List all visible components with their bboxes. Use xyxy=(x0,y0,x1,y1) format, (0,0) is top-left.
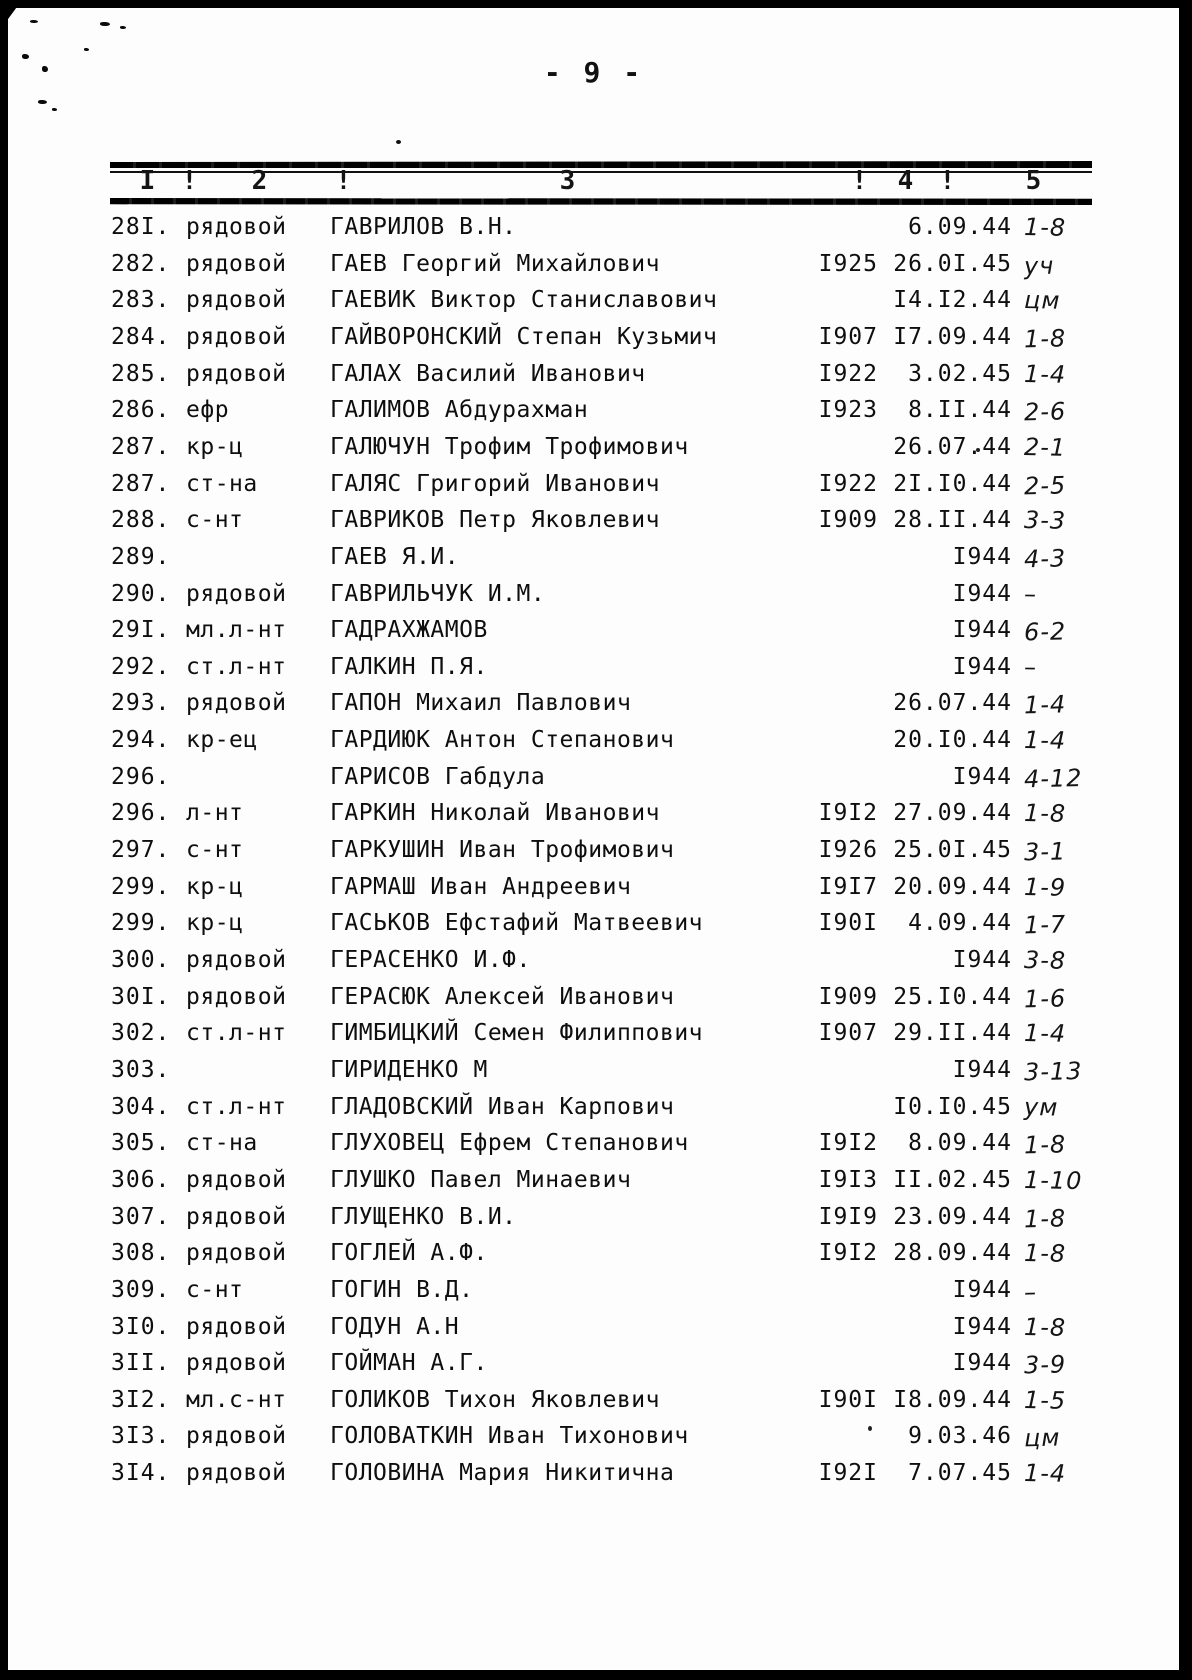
row-number: 299. xyxy=(111,873,171,900)
birth-year-cell: I907 xyxy=(818,1020,878,1047)
name-cell: ГОДУН А.Н xyxy=(330,1313,460,1340)
rank-cell: рядовой xyxy=(186,1313,287,1340)
rank-cell: мл.л-нт xyxy=(186,617,287,644)
birth-year-cell: I926 xyxy=(818,837,878,864)
rank-cell: рядовой xyxy=(186,1203,287,1230)
table-row xyxy=(8,324,1179,358)
rank-cell: рядовой xyxy=(186,323,287,350)
row-number: 288. xyxy=(111,507,171,534)
date-cell: I944 xyxy=(952,543,1012,570)
rank-cell: ст.л-нт xyxy=(186,1093,287,1120)
date-cell: I944 xyxy=(952,947,1012,973)
handwritten-note: 1-6 xyxy=(1023,983,1067,1014)
handwritten-note: 1-8 xyxy=(1023,1203,1067,1233)
name-cell: ГАРИСОВ Габдула xyxy=(330,763,546,790)
row-number: 285. xyxy=(111,360,171,387)
rank-cell: рядовой xyxy=(186,214,287,240)
table-row xyxy=(8,214,1179,248)
date-cell: I944 xyxy=(952,653,1012,680)
rank-cell: рядовой xyxy=(186,287,287,314)
handwritten-note: 4-12 xyxy=(1023,763,1083,794)
date-cell: 8.09.44 xyxy=(908,1130,1012,1157)
handwritten-note: 3-8 xyxy=(1023,946,1067,975)
table-row xyxy=(8,837,1179,871)
row-number: 306. xyxy=(111,1166,171,1193)
date-cell: I944 xyxy=(952,580,1012,607)
table-row xyxy=(8,361,1179,395)
rank-cell: рядовой xyxy=(186,580,287,607)
header-separator: ! xyxy=(939,166,957,196)
name-cell: ГОЙМАН А.Г. xyxy=(330,1350,488,1377)
rank-cell: ст-на xyxy=(186,1130,258,1157)
name-cell: ГАЕВ Я.И. xyxy=(330,543,460,570)
handwritten-note: 1-8 xyxy=(1023,213,1067,242)
birth-year-cell: I9I3 xyxy=(818,1166,878,1193)
birth-year-cell: I909 xyxy=(818,983,878,1010)
table-row xyxy=(8,874,1179,908)
page-number: - 9 - xyxy=(543,56,644,89)
document-page xyxy=(8,8,1179,1670)
handwritten-note: – xyxy=(1023,579,1038,608)
row-number: 292. xyxy=(111,653,171,680)
name-cell: ГАЛИМОВ Абдурахман xyxy=(330,397,589,424)
name-cell: ГАЙВОРОНСКИЙ Степан Кузьмич xyxy=(330,323,718,350)
name-cell: ГИМБИЦКИЙ Семен Филиппович xyxy=(330,1020,704,1047)
name-cell: ГАЛЯС Григорий Иванович xyxy=(330,470,660,497)
rank-cell: рядовой xyxy=(186,690,287,717)
row-number: 3II. xyxy=(111,1350,171,1377)
name-cell: ГЛУХОВЕЦ Ефрем Степанович xyxy=(330,1130,689,1157)
rank-cell: кр-ц xyxy=(186,910,244,937)
row-number: 304. xyxy=(111,1093,171,1120)
handwritten-note: – xyxy=(1023,652,1038,682)
rank-cell: рядовой xyxy=(186,1240,287,1267)
table-row xyxy=(8,800,1179,834)
table-row xyxy=(8,1387,1179,1421)
table-row xyxy=(8,1057,1179,1091)
name-cell: ГОЛОВИНА Мария Никитична xyxy=(330,1460,675,1487)
row-number: 29I. xyxy=(111,617,171,644)
row-number: 287. xyxy=(111,433,171,460)
scan-edge-shadow xyxy=(1186,8,1192,428)
rank-cell: ст-на xyxy=(186,470,258,497)
birth-year-cell: I90I xyxy=(818,1386,878,1413)
name-cell: ГЛАДОВСКИЙ Иван Карпович xyxy=(330,1093,675,1120)
handwritten-note: 1-8 xyxy=(1023,799,1067,829)
column-label-1: I xyxy=(139,166,157,196)
handwritten-note: 1-4 xyxy=(1023,726,1067,755)
date-cell: I944 xyxy=(952,763,1012,790)
birth-year-cell: I909 xyxy=(818,507,878,534)
row-number: 28I. xyxy=(111,214,171,240)
date-cell: 25.I0.44 xyxy=(893,983,1012,1010)
row-number: 283. xyxy=(111,287,171,314)
date-cell: I944 xyxy=(952,1056,1012,1083)
column-label-2: 2 xyxy=(251,166,269,196)
handwritten-note: – xyxy=(1023,1277,1038,1307)
table-row xyxy=(8,1460,1179,1494)
birth-year-cell: I923 xyxy=(818,397,878,424)
date-cell: 4.09.44 xyxy=(908,910,1012,937)
table-row xyxy=(8,1350,1179,1384)
table-row xyxy=(8,1167,1179,1201)
name-cell: ГАПОН Михаил Павлович xyxy=(330,690,632,717)
name-cell: ГАРМАШ Иван Андреевич xyxy=(330,873,632,900)
table-row xyxy=(8,1020,1179,1054)
name-cell: ГЕРАСЮК Алексей Иванович xyxy=(330,983,675,1010)
birth-year-cell: I9I2 xyxy=(818,1240,878,1267)
date-cell: 3.02.45 xyxy=(908,360,1012,387)
birth-year-cell: I9I2 xyxy=(818,800,878,827)
date-cell: 20.I0.44 xyxy=(893,727,1012,754)
table-row xyxy=(8,471,1179,505)
date-cell: 26.0I.45 xyxy=(893,250,1012,277)
date-cell: I944 xyxy=(952,1276,1012,1303)
date-cell: II.02.45 xyxy=(893,1166,1012,1193)
table-row xyxy=(8,654,1179,688)
row-number: 282. xyxy=(111,250,171,277)
row-number: 293. xyxy=(111,690,171,717)
rank-cell: кр-ец xyxy=(186,727,258,754)
date-cell: 20.09.44 xyxy=(893,873,1012,900)
date-cell: 28.II.44 xyxy=(893,507,1012,534)
name-cell: ГАЛЮЧУН Трофим Трофимович xyxy=(330,433,689,460)
date-cell: 8.II.44 xyxy=(908,397,1012,424)
rank-cell: мл.с-нт xyxy=(186,1386,287,1413)
row-number: 289. xyxy=(111,543,171,570)
date-cell: 6.09.44 xyxy=(908,214,1012,240)
handwritten-note: цм xyxy=(1023,286,1061,315)
date-cell: 26.07.44 xyxy=(893,690,1012,717)
name-cell: ГАВРИЛОВ В.Н. xyxy=(330,214,517,240)
row-number: 290. xyxy=(111,580,171,607)
table-row xyxy=(8,507,1179,541)
handwritten-note: 3-1 xyxy=(1023,837,1067,867)
table-row xyxy=(8,1423,1179,1457)
table-row xyxy=(8,544,1179,578)
table-row xyxy=(8,1240,1179,1274)
date-cell: I4.I2.44 xyxy=(893,287,1012,314)
table-row xyxy=(8,251,1179,285)
handwritten-note: 3-3 xyxy=(1023,506,1067,535)
header-separator: ! xyxy=(335,166,353,196)
name-cell: ГАЕВ Георгий Михайлович xyxy=(330,250,660,277)
row-number: 299. xyxy=(111,910,171,937)
date-cell: 2I.I0.44 xyxy=(893,470,1012,497)
birth-year-cell: I92I xyxy=(818,1460,878,1487)
date-cell: 9.03.46 xyxy=(908,1423,1012,1450)
rank-cell: с-нт xyxy=(186,1276,244,1303)
date-cell: I944 xyxy=(952,1313,1012,1340)
handwritten-note: 1-4 xyxy=(1023,359,1067,389)
birth-year-cell: I90I xyxy=(818,910,878,937)
row-number: 303. xyxy=(111,1056,171,1083)
name-cell: ГАЕВИК Виктор Станиславович xyxy=(330,287,718,314)
birth-year-cell: I907 xyxy=(818,323,878,350)
table-row xyxy=(8,1094,1179,1128)
row-number: 284. xyxy=(111,323,171,350)
table-row xyxy=(8,984,1179,1018)
handwritten-note: 1-7 xyxy=(1023,910,1067,940)
handwritten-note: уч xyxy=(1023,251,1055,281)
header-separator: ! xyxy=(181,166,199,196)
name-cell: ГОГЛЕЙ А.Ф. xyxy=(330,1240,488,1267)
handwritten-note: 1-9 xyxy=(1023,872,1067,902)
column-label-3: 3 xyxy=(559,166,577,196)
rank-cell: с-нт xyxy=(186,507,244,534)
rank-cell: рядовой xyxy=(186,250,287,277)
row-number: 286. xyxy=(111,397,171,424)
handwritten-note: 6-2 xyxy=(1023,617,1067,647)
rank-cell: рядовой xyxy=(186,947,287,973)
name-cell: ГАВРИЛЬЧУК И.М. xyxy=(330,580,546,607)
rank-cell: кр-ц xyxy=(186,433,244,460)
column-label-4: 4 xyxy=(897,166,915,196)
table-row xyxy=(8,617,1179,651)
row-number: 3I0. xyxy=(111,1313,171,1340)
handwritten-note: 3-13 xyxy=(1023,1056,1083,1087)
handwritten-note: цм xyxy=(1023,1423,1061,1453)
table-row xyxy=(8,947,1179,981)
name-cell: ГАСЬКОВ Ефстафий Матвеевич xyxy=(330,910,704,937)
date-cell: 23.09.44 xyxy=(893,1203,1012,1230)
row-number: 287. xyxy=(111,470,171,497)
handwritten-note: 1-5 xyxy=(1023,1385,1067,1415)
name-cell: ГЛУЩЕНКО В.И. xyxy=(330,1203,517,1230)
name-cell: ГАЛАХ Василий Иванович xyxy=(330,360,646,387)
name-cell: ГОЛОВАТКИН Иван Тихонович xyxy=(330,1423,689,1450)
row-number: 30I. xyxy=(111,983,171,1010)
handwritten-note: 3-9 xyxy=(1023,1350,1067,1380)
name-cell: ГАРДИЮК Антон Степанович xyxy=(330,727,675,754)
row-number: 297. xyxy=(111,837,171,864)
date-cell: I0.I0.45 xyxy=(893,1093,1012,1120)
handwritten-note: 1-4 xyxy=(1023,690,1067,720)
table-row xyxy=(8,1277,1179,1311)
row-number: 308. xyxy=(111,1240,171,1267)
name-cell: ГОГИН В.Д. xyxy=(330,1276,474,1303)
rank-cell: рядовой xyxy=(186,360,287,387)
rank-cell: рядовой xyxy=(186,1350,287,1377)
row-number: 296. xyxy=(111,800,171,827)
row-number: 296. xyxy=(111,763,171,790)
handwritten-note: 1-8 xyxy=(1023,1130,1067,1160)
birth-year-cell: I9I7 xyxy=(818,873,878,900)
table-body xyxy=(8,8,1179,1670)
birth-year-cell: I922 xyxy=(818,470,878,497)
rank-cell: ст.л-нт xyxy=(186,1020,287,1047)
date-cell: 27.09.44 xyxy=(893,800,1012,827)
name-cell: ГОЛИКОВ Тихон Яковлевич xyxy=(330,1386,660,1413)
row-number: 305. xyxy=(111,1130,171,1157)
table-row xyxy=(8,727,1179,761)
rank-cell: рядовой xyxy=(186,1460,287,1487)
column-label-5: 5 xyxy=(1025,166,1043,196)
handwritten-note: 1-8 xyxy=(1023,324,1067,354)
name-cell: ГАВРИКОВ Петр Яковлевич xyxy=(330,507,660,534)
birth-year-cell: I9I9 xyxy=(818,1203,878,1230)
name-cell: ГИРИДЕНКО М xyxy=(330,1056,488,1083)
table-row xyxy=(8,397,1179,431)
row-number: 294. xyxy=(111,727,171,754)
row-number: 3I4. xyxy=(111,1460,171,1487)
row-number: 309. xyxy=(111,1276,171,1303)
name-cell: ГЕРАСЕНКО И.Ф. xyxy=(330,947,531,973)
handwritten-note: 2-5 xyxy=(1023,470,1067,500)
row-number: 3I3. xyxy=(111,1423,171,1450)
rank-cell: л-нт xyxy=(186,800,244,827)
rank-cell: рядовой xyxy=(186,1166,287,1193)
name-cell: ГЛУШКО Павел Минаевич xyxy=(330,1166,632,1193)
rank-cell: ст.л-нт xyxy=(186,653,287,680)
handwritten-note: 1-4 xyxy=(1023,1019,1067,1049)
birth-year-cell: I9I2 xyxy=(818,1130,878,1157)
handwritten-note: 4-3 xyxy=(1023,544,1067,574)
date-cell: 29.II.44 xyxy=(893,1020,1012,1047)
table-row xyxy=(8,690,1179,724)
rank-cell: рядовой xyxy=(186,1423,287,1450)
table-row xyxy=(8,1314,1179,1348)
table-row xyxy=(8,581,1179,615)
table-row xyxy=(8,1204,1179,1238)
handwritten-note: 2-1 xyxy=(1023,432,1067,462)
date-cell: 26.07.44 xyxy=(893,433,1012,460)
name-cell: ГАДРАХЖАМОВ xyxy=(330,617,488,644)
date-cell: 7.07.45 xyxy=(908,1460,1012,1487)
birth-year-cell: I925 xyxy=(818,250,878,277)
name-cell: ГАЛКИН П.Я. xyxy=(330,653,488,680)
rank-cell: кр-ц xyxy=(186,873,244,900)
row-number: 3I2. xyxy=(111,1386,171,1413)
handwritten-note: 1-8 xyxy=(1023,1239,1067,1268)
handwritten-note: 1-4 xyxy=(1023,1459,1067,1488)
name-cell: ГАРКУШИН Иван Трофимович xyxy=(330,837,675,864)
date-cell: I8.09.44 xyxy=(893,1386,1012,1413)
date-cell: I7.09.44 xyxy=(893,323,1012,350)
rank-cell: ефр xyxy=(186,397,230,424)
row-number: 307. xyxy=(111,1203,171,1230)
handwritten-note: 1-8 xyxy=(1023,1312,1067,1342)
name-cell: ГАРКИН Николай Иванович xyxy=(330,800,660,827)
table-row xyxy=(8,910,1179,944)
table-row xyxy=(8,434,1179,468)
handwritten-note: 2-6 xyxy=(1023,397,1067,427)
table-row xyxy=(8,287,1179,321)
table-row xyxy=(8,764,1179,798)
handwritten-note: 1-10 xyxy=(1023,1165,1083,1195)
table-row xyxy=(8,1130,1179,1164)
date-cell: I944 xyxy=(952,617,1012,644)
date-cell: 25.0I.45 xyxy=(893,837,1012,864)
row-number: 302. xyxy=(111,1020,171,1047)
date-cell: 28.09.44 xyxy=(893,1240,1012,1267)
rank-cell: рядовой xyxy=(186,983,287,1010)
handwritten-note: ум xyxy=(1023,1092,1059,1122)
header-separator: ! xyxy=(851,166,869,196)
row-number: 300. xyxy=(111,947,171,973)
date-cell: I944 xyxy=(952,1350,1012,1377)
rank-cell: с-нт xyxy=(186,837,244,864)
birth-year-cell: I922 xyxy=(818,360,878,387)
